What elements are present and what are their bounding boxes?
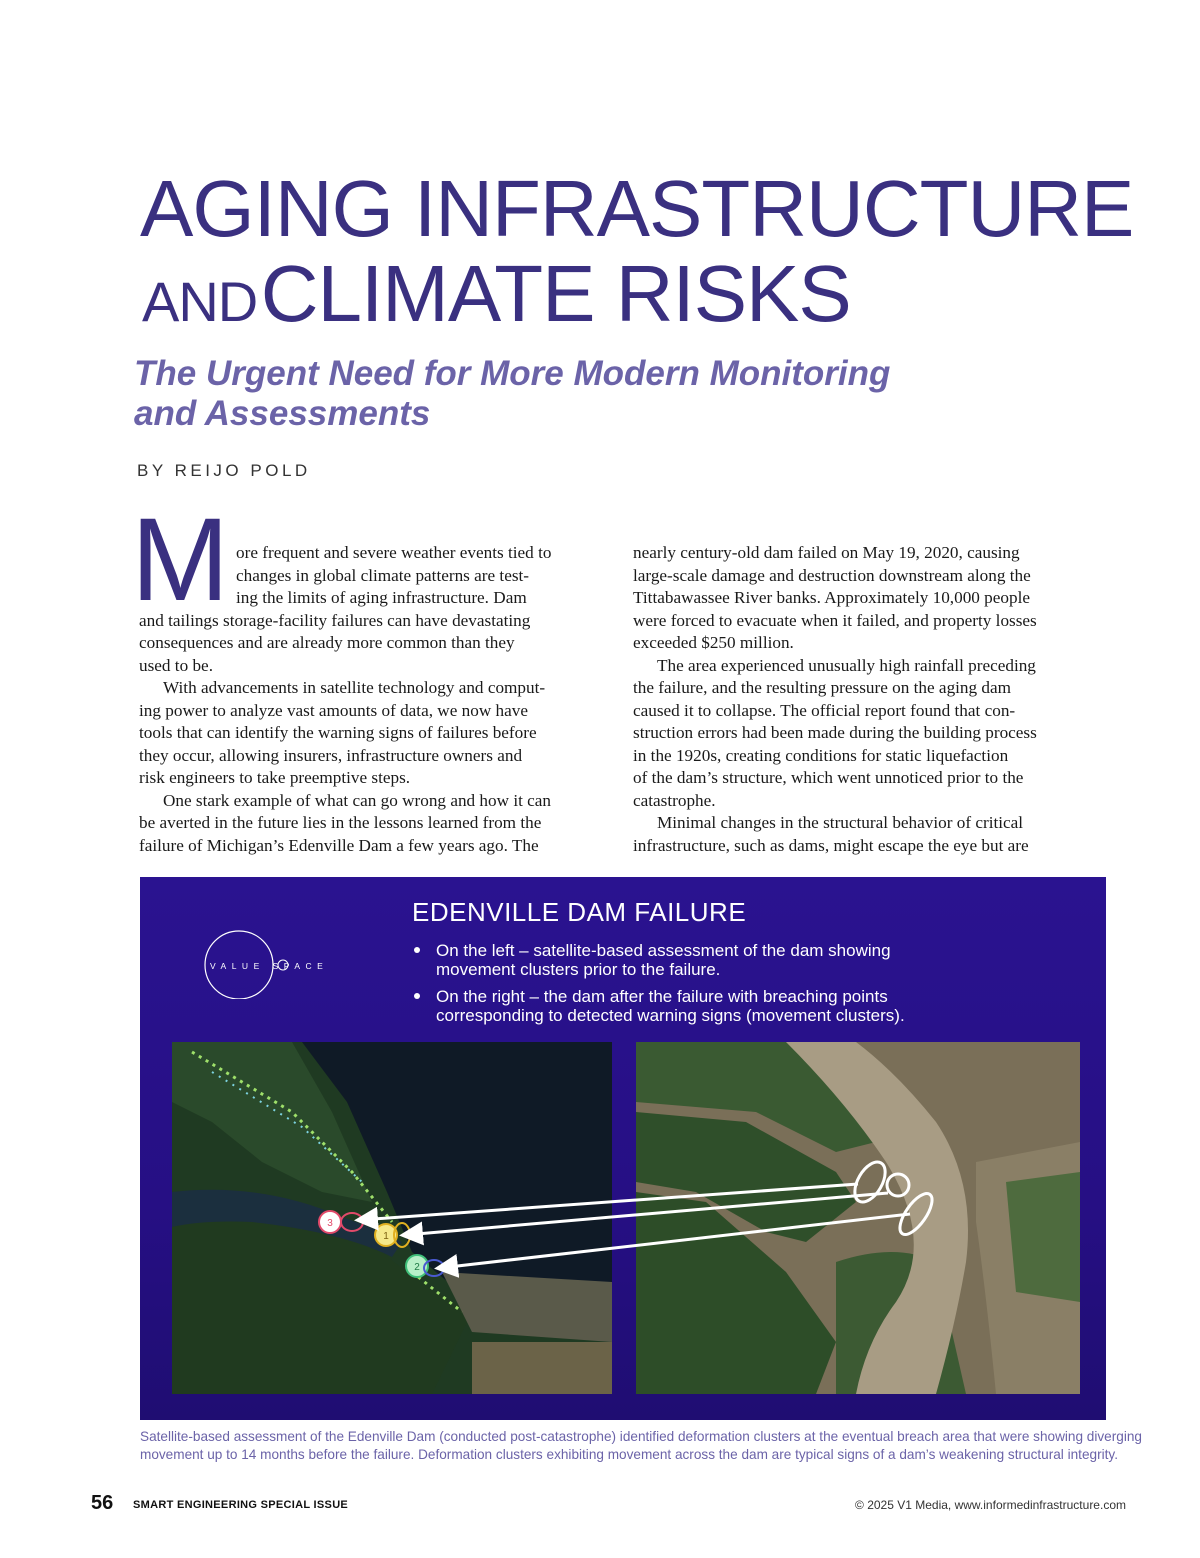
text-line: tools that can identify the warning signs of failures before xyxy=(139,723,537,742)
text-line: the failure, and the resulting pressure on the aging dam xyxy=(633,678,1012,697)
text-line: large-scale damage and destruction downstream along the xyxy=(633,565,1031,585)
text-line: in the 1920s, creating conditions for static liquefaction xyxy=(633,745,1009,765)
text-line: Minimal changes in the structural behavior of critical xyxy=(657,813,1024,832)
copyright: © 2025 V1 Media, www.informedinfrastructure.com xyxy=(855,1498,1126,1512)
text-line: One stark example of what can go wrong and how it can xyxy=(163,790,552,810)
publication-name: SMART ENGINEERING SPECIAL ISSUE xyxy=(133,1499,349,1511)
byline: BY REIJO POLD xyxy=(137,461,311,480)
paragraph xyxy=(139,542,609,677)
text-line: The area experienced unusually high rainfall preceding xyxy=(657,655,1036,675)
article-column-2 xyxy=(633,542,1103,857)
text-line: used to be. xyxy=(139,655,213,675)
marker-label: 3 xyxy=(327,1218,333,1229)
bullet-line: movement clusters prior to the failure. xyxy=(436,960,721,979)
text-line: infrastructure, such as dams, might escape the eye but are xyxy=(633,835,1029,855)
paragraph xyxy=(633,542,1103,655)
paragraph xyxy=(139,677,609,790)
text-line: changes in global climate patterns are test- xyxy=(236,565,530,585)
marker-label: 2 xyxy=(414,1262,420,1273)
subtitle-line: and Assessments xyxy=(134,394,431,433)
page-number: 56 xyxy=(91,1492,114,1514)
headline-line-1: AGING INFRASTRUCTURE xyxy=(140,164,1134,253)
text-line: exceeded $250 million. xyxy=(633,633,794,652)
text-line: be averted in the future lies in the lessons learned from the xyxy=(139,813,542,832)
headline-climate-risks: CLIMATE RISKS xyxy=(260,249,851,338)
bullet-line: On the left – satellite-based assessment of the dam showing xyxy=(436,941,891,960)
connector-arrows xyxy=(140,877,1106,1420)
text-line: they occur, allowing insurers, infrastructure owners and xyxy=(139,745,523,765)
paragraph xyxy=(633,812,1103,857)
logo-text: VALUE SPACE xyxy=(210,961,329,971)
caption-line: Satellite-based assessment of the Edenville Dam (conducted post-catastrophe) identified deformation clusters at the eventual breach area that were showing diverging xyxy=(140,1429,1142,1444)
marker-label: 1 xyxy=(383,1231,389,1242)
text-line: ing power to analyze vast amounts of data, we now have xyxy=(139,700,528,720)
text-line: ore frequent and severe weather events tied to xyxy=(236,543,552,562)
paragraph xyxy=(139,790,609,858)
article-column-1 xyxy=(139,542,609,857)
text-line: and tailings storage-facility failures can have devastating xyxy=(139,610,531,630)
text-line: caused it to collapse. The official report found that con- xyxy=(633,700,1016,720)
headline-line-2 xyxy=(142,248,851,340)
figure-caption xyxy=(140,1428,1142,1464)
text-line: consequences and are already more common than they xyxy=(139,633,515,652)
headline-and: AND xyxy=(142,270,258,333)
text-line: Tittabawassee River banks. Approximately 10,000 people xyxy=(633,588,1030,607)
caption-line: movement up to 14 months before the failure. Deformation clusters exhibiting movement across the dam are typical signs of a dam’s weakening structural integrity. xyxy=(140,1447,1118,1462)
text-line: of the dam’s structure, which went unnoticed prior to the xyxy=(633,768,1024,787)
text-line: risk engineers to take preemptive steps. xyxy=(139,768,411,787)
bullet-line: corresponding to detected warning signs (movement clusters). xyxy=(436,1006,905,1025)
text-line: were forced to evacuate when it failed, and property losses xyxy=(633,610,1037,630)
bullet-line: On the right – the dam after the failure with breaching points xyxy=(436,987,888,1006)
subtitle-line: The Urgent Need for More Modern Monitoring xyxy=(134,354,891,393)
text-line: With advancements in satellite technology and comput- xyxy=(163,678,546,697)
text-line: nearly century-old dam failed on May 19, 2020, causing xyxy=(633,543,1020,562)
text-line: catastrophe. xyxy=(633,790,716,810)
drop-cap: M xyxy=(131,494,230,626)
text-line: ing the limits of aging infrastructure. Dam xyxy=(236,588,527,607)
text-line: struction errors had been made during the building process xyxy=(633,723,1037,742)
figure-title: EDENVILLE DAM FAILURE xyxy=(412,897,747,927)
edenville-dam-figure xyxy=(140,877,1106,1420)
paragraph xyxy=(633,655,1103,813)
text-line: failure of Michigan’s Edenville Dam a few years ago. The xyxy=(139,835,539,855)
subtitle xyxy=(134,354,1034,434)
